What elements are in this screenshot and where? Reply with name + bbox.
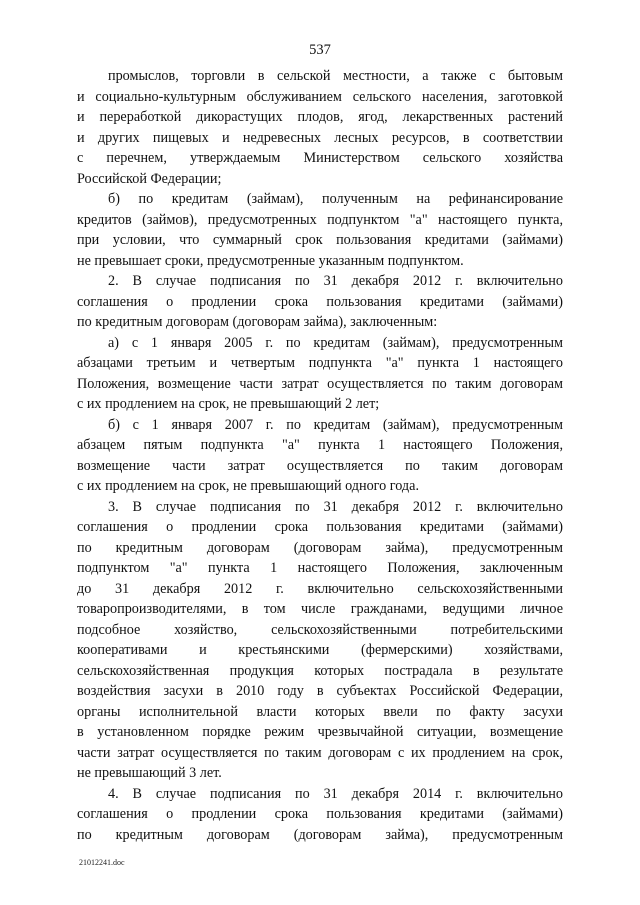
text-line: б) по кредитам (займам), полученным на рефинансирование: [108, 191, 563, 207]
text-line: части затрат осуществляется по таким договорам с их продлением на срок,: [77, 744, 563, 761]
text-line: органы исполнительной власти которых ввели по факту засухи: [77, 703, 563, 720]
text-line: абзацем пятым подпункта "а" пункта 1 настоящего Положения,: [77, 437, 563, 453]
text-line: соглашения о продлении срока пользования кредитами (займами): [77, 519, 563, 535]
text-line: абзацами третьим и четвертым подпункта "а" пункта 1 настоящего: [77, 355, 563, 371]
text-line: соглашения о продлении срока пользования кредитами (займами): [77, 806, 563, 822]
text-line: товаропроизводителями, в том числе гражданами, ведущими личное: [77, 601, 563, 617]
text-line: б) с 1 января 2007 г. по кредитам (займам), предусмотренным: [108, 416, 563, 433]
text-line: 3. В случае подписания по 31 декабря 2012 г. включительно: [108, 498, 563, 515]
text-line: по кредитным договорам (договорам займа), предусмотренным: [77, 826, 563, 843]
text-line: подпунктом "а" пункта 1 настоящего Положения, заключенным: [77, 560, 563, 576]
text-line: а) с 1 января 2005 г. по кредитам (займам), предусмотренным: [108, 334, 563, 351]
text-line: кредитов (займов), предусмотренных подпунктом "а" настоящего пункта,: [77, 211, 563, 228]
text-line: 2. В случае подписания по 31 декабря 2012 г. включительно: [108, 273, 563, 289]
text-line: воздействия засухи в 2010 году в субъектах Российской Федерации,: [77, 683, 563, 699]
footer-filename: 21012241.doc: [79, 858, 125, 867]
text-line: и других пищевых и недревесных лесных ресурсов, в соответствии: [77, 129, 563, 146]
text-line: соглашения о продлении срока пользования кредитами (займами): [77, 293, 563, 310]
text-line: 4. В случае подписания по 31 декабря 2014 г. включительно: [108, 785, 563, 802]
text-line: Положения, возмещение части затрат осуществляется по таким договорам: [77, 375, 563, 392]
text-line: с перечнем, утверждаемым Министерством сельского хозяйства: [77, 150, 563, 166]
text-line: подсобное хозяйство, сельскохозяйственными потребительскими: [77, 621, 563, 638]
text-line: не превышает сроки, предусмотренные указанным подпунктом.: [77, 252, 464, 269]
page-number: 537: [309, 42, 331, 58]
text-line: Российской Федерации;: [77, 170, 222, 187]
paragraph: [77, 333, 563, 415]
paragraph: [77, 66, 563, 189]
text-line: кооперативами и крестьянскими (фермерскими) хозяйствами,: [77, 642, 563, 658]
document-body: [77, 66, 563, 845]
paragraph: [77, 415, 563, 497]
text-line: промыслов, торговли в сельской местности, а также с бытовым: [108, 68, 563, 84]
paragraph: [77, 189, 563, 271]
text-line: до 31 декабря 2012 г. включительно сельскохозяйственными: [77, 580, 563, 597]
text-line: по кредитным договорам (договорам займа), заключенным:: [77, 314, 438, 330]
paragraph: [77, 271, 563, 333]
paragraph: [77, 497, 563, 784]
text-line: и переработкой дикорастущих плодов, ягод, лекарственных растений: [77, 109, 563, 125]
text-line: с их продлением на срок, не превышающий одного года.: [77, 478, 419, 494]
text-line: по кредитным договорам (договорам займа), предусмотренным: [77, 539, 563, 556]
text-line: возмещение части затрат осуществляется по таким договорам: [77, 457, 563, 474]
text-line: и социально-культурным обслуживанием сельского населения, заготовкой: [77, 88, 563, 105]
paragraph: [77, 784, 563, 846]
text-line: с их продлением на срок, не превышающий 2 лет;: [77, 396, 380, 412]
text-line: в установленном порядке режим чрезвычайной ситуации, возмещение: [77, 724, 563, 740]
text-line: сельскохозяйственная продукция которых пострадала в результате: [77, 662, 563, 679]
text-line: при условии, что суммарный срок пользования кредитами (займами): [77, 232, 563, 248]
text-line: не превышающий 3 лет.: [77, 765, 222, 781]
